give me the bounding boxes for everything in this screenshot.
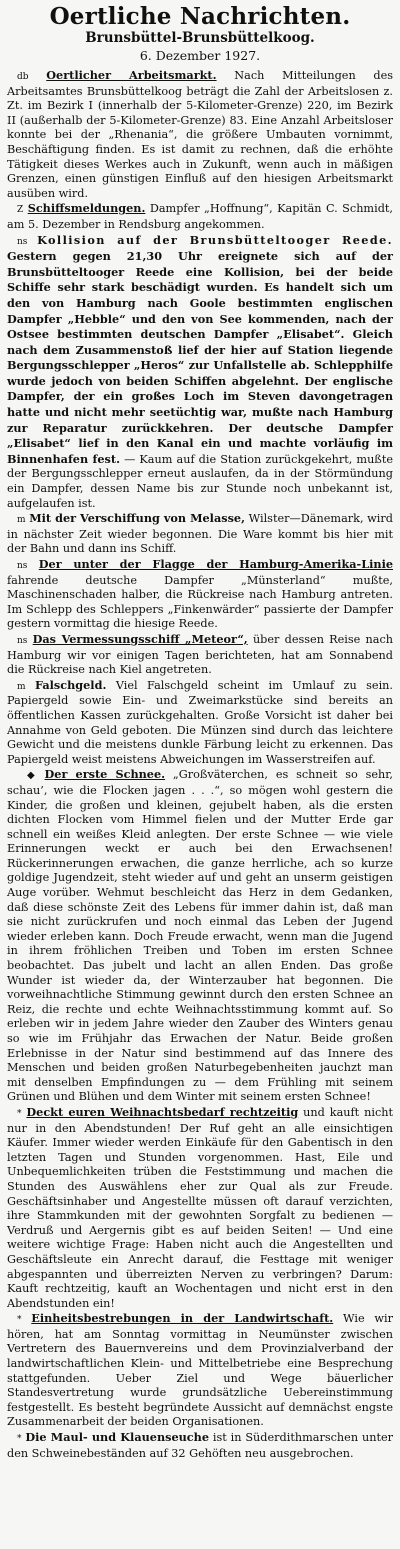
article-schnee <box>7 767 393 1105</box>
article-kicker: m <box>17 681 26 692</box>
article-muensterland <box>7 557 393 632</box>
article-body: ist in Süderdithmarschen unter den Schweinebeständen auf 32 Gehöften neu ausgebrochen. <box>7 1431 393 1460</box>
page-title: Oertliche Nachrichten. <box>49 3 351 30</box>
article-kicker: m <box>17 515 26 526</box>
article-body: fahrende deutsche Dampfer „Münsterland“ mußte, Maschinenschaden halber, die Rückreise nach Hamburg antreten. Im Schlepp des Schleppers „Finkenwärder“ passierte der Dampfer gestern vormittag die hiesige Reede. <box>7 573 393 631</box>
article-meteor <box>7 632 393 678</box>
article-heading: Kollision auf der Brunsbütteltooger Reede. <box>37 232 393 247</box>
article-kicker: * <box>17 1434 22 1445</box>
article-heading: Falschgeld. <box>34 677 107 692</box>
article-kicker: ns <box>17 236 28 247</box>
article-body-bold: Gestern gegen 21,30 Uhr ereignete sich auf der Brunsbütteltooger Reede eine Kollision, bei der beide Schiffe sehr stark beschädigt wurden. Es handelt sich um den von Hamburg nach Goole bestimmten englischen Dampfer „Hebble“ und den von See kommenden, nach der Ostsee bestimmten deutschen Dampfer „Elisabet“. Gleich nach dem Zusammenstoß lief der hier auf Station liegende Bergungsschlepper „Heros“ zur Unfallstelle ab. Schlepphilfe wurde jedoch von beiden Schiffen abgelehnt. Der englische Dampfer, der ein großes Loch im Steven davongetragen hatte und nicht mehr seetüchtig war, mußte nach Hamburg zur Reparatur zurückkehren. Der deutsche Dampfer „Elisabet“ lief in den Kanal ein und machte vorläufig im Binnenhafen fest. <box>7 249 393 466</box>
article-schiffsmeldungen <box>7 201 393 232</box>
page-subtitle: Brunsbüttel-Brunsbüttelkoog. <box>85 30 315 46</box>
article-kicker: ns <box>17 635 28 646</box>
article-heading: Einheitsbestrebungen in der Landwirtschaft. <box>31 1311 334 1326</box>
article-heading: Mit der Verschiffung von Melasse, <box>29 511 245 526</box>
diamond-icon: ◆ <box>27 770 35 782</box>
article-kollision <box>7 233 393 512</box>
article-kicker: ns <box>17 561 28 571</box>
article-landwirtschaft <box>7 1311 393 1430</box>
article-kicker: Z <box>17 205 24 216</box>
article-arbeitsmarkt <box>7 68 393 201</box>
article-body: und kauft nicht nur in den Abendstunden! Der Ruf geht an alle einsichtigen Käufer. Immer wieder werden Einkäufe für den Gabentisch in den letzten Tagen und Stunden vorgenommen. Hast, Eile und Unbequemlichkeiten trüben die Feststimmung und machen die Stunden des Auswählens eher zur Qual als zur Freude. Geschäftsinhaber und Angestellte müssen oft darauf verzichten, ihre Stammkunden mit der gewohnten Sorgfalt zu bedienen — Verdruß und Aergernis gibt es auf beiden Seiten! — Und eine weitere wichtige Frage: Haben nicht auch die Angestellten und Geschäftsleute ein Anrecht darauf, die Festtage mit weniger abgespannten und überreizten Nerven zu verbringen? Darum: Kauft rechtzeitig, kauft an Wochentagen und nicht erst in den Abendstunden ein! <box>7 1105 394 1310</box>
article-heading: Der unter der Flagge der Hamburg-Amerika-Linie <box>38 557 394 571</box>
article-body: über dessen Reise nach Hamburg wir vor einigen Tagen berichteten, hat am Sonnabend die Rückreise nach Kiel angetreten. <box>7 632 394 677</box>
page-date: 6. Dezember 1927. <box>139 48 261 63</box>
article-body: Dampfer „Hoffnung“, Kapitän C. Schmidt, am 5. Dezember in Rendsburg angekommen. <box>7 202 393 231</box>
article-klauenseuche <box>7 1430 393 1461</box>
article-kicker: * <box>17 1315 22 1326</box>
article-body: Wie wir hören, hat am Sonntag vormittag in Neumünster zwischen Vertretern des Bauernvereins und dem Provinzialverband der landwirtschaftlichen Klein- und Mittelbetriebe eine Besprechung stattgefunden. Ueber Ziel und Wege bäuerlicher Standesvertretung wurde grundsätzliche Uebereinstimmung festgestellt. Es besteht begründete Aussicht auf demnächst engste Zusammenarbeit der beiden Organisationen. <box>7 1312 394 1429</box>
article-body: Wilster—Dänemark, wird in nächster Zeit wieder begonnen. Die Ware kommt bis hier mit der Bahn und dann ins Schiff. <box>7 512 393 556</box>
article-heading: Der erste Schnee. <box>44 767 166 782</box>
article-heading: Oertlicher Arbeitsmarkt. <box>46 68 217 82</box>
article-body: Nach Mitteilungen des Arbeitsamtes Brunsbüttelkoog beträgt die Zahl der Arbeitslosen z. Zt. im Bezirk I (innerhalb der 5-Kilometer-Grenze) 220, im Bezirk II (außerhalb der 5-Kilometer-Grenze) 83. Eine Anzahl Arbeitsloser konnte bei der „Rhenania“, die größere Umbauten vornimmt, Beschäftigung finden. Es ist damit zu rechnen, daß die erhöhte Tätigkeit dieses Werkes auch in Zukunft, wenn auch in mäßigen Grenzen, einen günstigen Einfluß auf den hiesigen Arbeitsmarkt ausüben wird. <box>7 69 394 200</box>
article-heading: Das Vermessungsschiff „Meteor“, <box>32 631 248 646</box>
article-weihnachtsbedarf <box>7 1105 393 1311</box>
article-falschgeld <box>7 678 393 768</box>
article-kicker: db <box>17 72 29 82</box>
article-body: „Großväterchen, es schneit so sehr, schau’, wie die Flocken jagen . . .“, so mögen wohl gestern die Kinder, die großen und kleinen, gejubelt haben, als die ersten dichten Flocken vom Himmel fielen und der Mutter Erde gar schnell ein weißes Kleid anlegten. Der erste Schnee — wie viele Erinnerungen weckt er auch bei den Erwachsenen! Rückerinnerungen erwachen, die ganze herrliche, ach so kurze goldige Jugendzeit, steht wieder auf und geht an unserm geistigen Auge vorüber. Wehmut beschleicht das Herz in dem Gedanken, daß diese schönste Zeit des Lebens für immer dahin ist, daß man sie nicht zurückrufen und noch einmal das Leben der Jugend wieder erleben kann. Doch Freude erwacht, wenn man die Jugend in ihrem fröhlichen Treiben und Toben im ersten Schnee beobachtet. Das jubelt und lacht an allen Enden. Das große Wunder ist wieder da, der Winterzauber hat begonnen. Die vorweihnachtliche Stimmung gewinnt durch den ersten Schnee an Reiz, die rechte und echte Weihnachtsstimmung kommt auf. So erleben wir in jedem Jahre wieder den Zauber des Winters genau so wie im Frühjahr das Erwachen der Natur. Beide großen Erlebnisse in der Natur sind bestimmend auf das Innere des Menschen und beiden großen Naturbegebenheiten jauchzt man mit denselben Empfindungen zu — dem Frühling mit seinem Grünen und Blühen und dem Winter mit seinem ersten Schnee! <box>7 768 394 1104</box>
article-body: — Kaum auf die Station zurückgekehrt, mußte der Bergungsschlepper erneut auslaufen, da in der Störmündung ein Dampfer, dessen Name bis zur Stunde noch unbekannt ist, aufgelaufen ist. <box>7 452 394 510</box>
article-melasse <box>7 511 393 557</box>
article-heading: Deckt euren Weihnachtsbedarf rechtzeitig <box>26 1104 299 1119</box>
article-body: Viel Falschgeld scheint im Umlauf zu sein. Papiergeld sowie Ein- und Zweimarkstücke sind bereits an öffentlichen Kassen zurückgehalten. Große Vorsicht ist daher bei Annahme von Geld geboten. Die Münzen sind durch das leichtere Gewicht und die meistens dunkle Färbung leicht zu erkennen. Das Papiergeld weist meistens Abweichungen im Wasserstreifen auf. <box>7 678 394 766</box>
article-heading: Die Maul- und Klauenseuche <box>25 1430 209 1445</box>
article-heading: Schiffsmeldungen. <box>27 201 146 216</box>
article-kicker: * <box>17 1108 22 1119</box>
